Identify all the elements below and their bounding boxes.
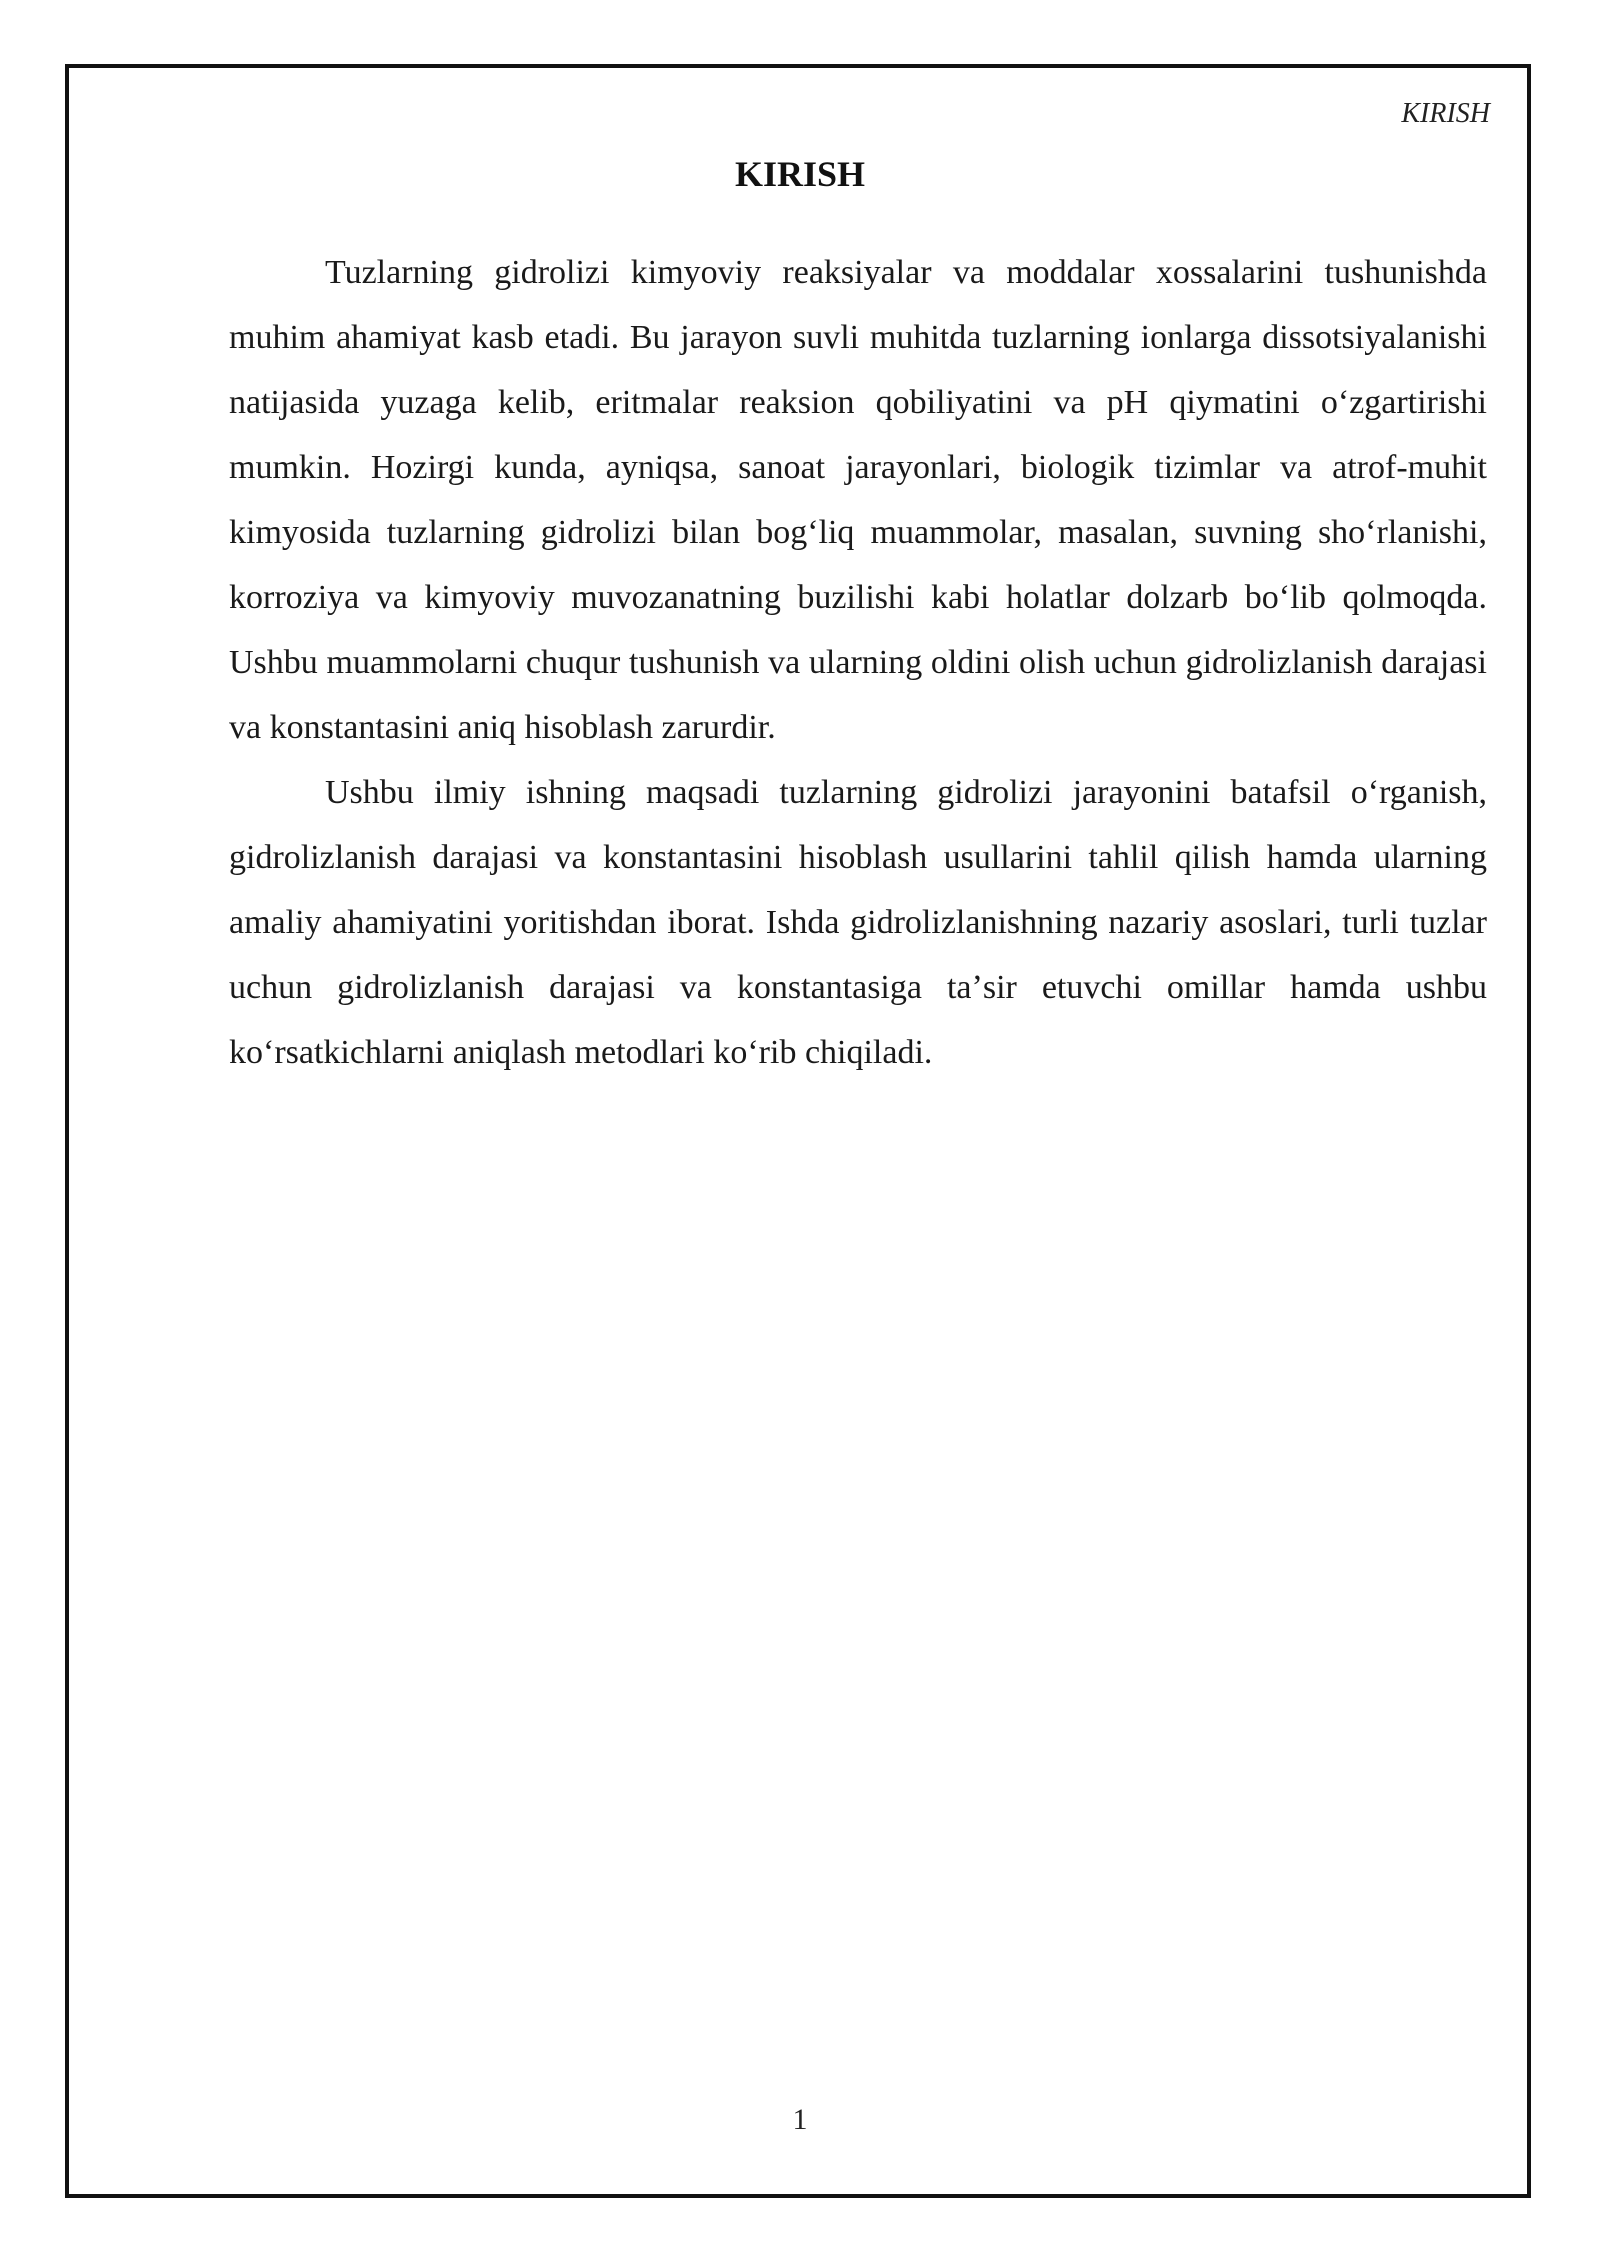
body-text: [229, 240, 1487, 1085]
paragraph-2: Ushbu ilmiy ishning maqsadi tuzlarning gidrolizi jarayonini batafsil oʻrganish, gidrolizlanish darajasi va konstantasini hisoblash usullarini tahlil qilish hamda ularning amaliy ahamiyatini yoritishdan iborat. Ishda gidrolizlanishning nazariy asoslari, turli tuzlar uchun gidrolizlanish darajasi va konstantasiga taʼsir etuvchi omillar hamda ushbu koʻrsatkichlarni aniqlash metodlari koʻrib chiqiladi.: [229, 774, 1487, 1071]
page-number: 1: [792, 2103, 808, 2136]
page-title: KIRISH: [734, 154, 866, 194]
running-header: KIRISH: [1401, 98, 1490, 129]
paragraph-1: Tuzlarning gidrolizi kimyoviy reaksiyalar va moddalar xossalarini tushunishda muhim ahamiyat kasb etadi. Bu jarayon suvli muhitda tuzlarning ionlarga dissotsiyalanishi natijasida yuzaga kelib, eritmalar reaksion qobiliyatini va pH qiymatini oʻzgartirishi mumkin. Hozirgi kunda, ayniqsa, sanoat jarayonlari, biologik tizimlar va atrof-muhit kimyosida tuzlarning gidrolizi bilan bogʻliq muammolar, masalan, suvning shoʻrlanishi, korroziya va kimyoviy muvozanatning buzilishi kabi holatlar dolzarb boʻlib qolmoqda. Ushbu muammolarni chuqur tushunish va ularning oldini olish uchun gidrolizlanish darajasi va konstantasini aniq hisoblash zarurdir.: [229, 254, 1487, 746]
